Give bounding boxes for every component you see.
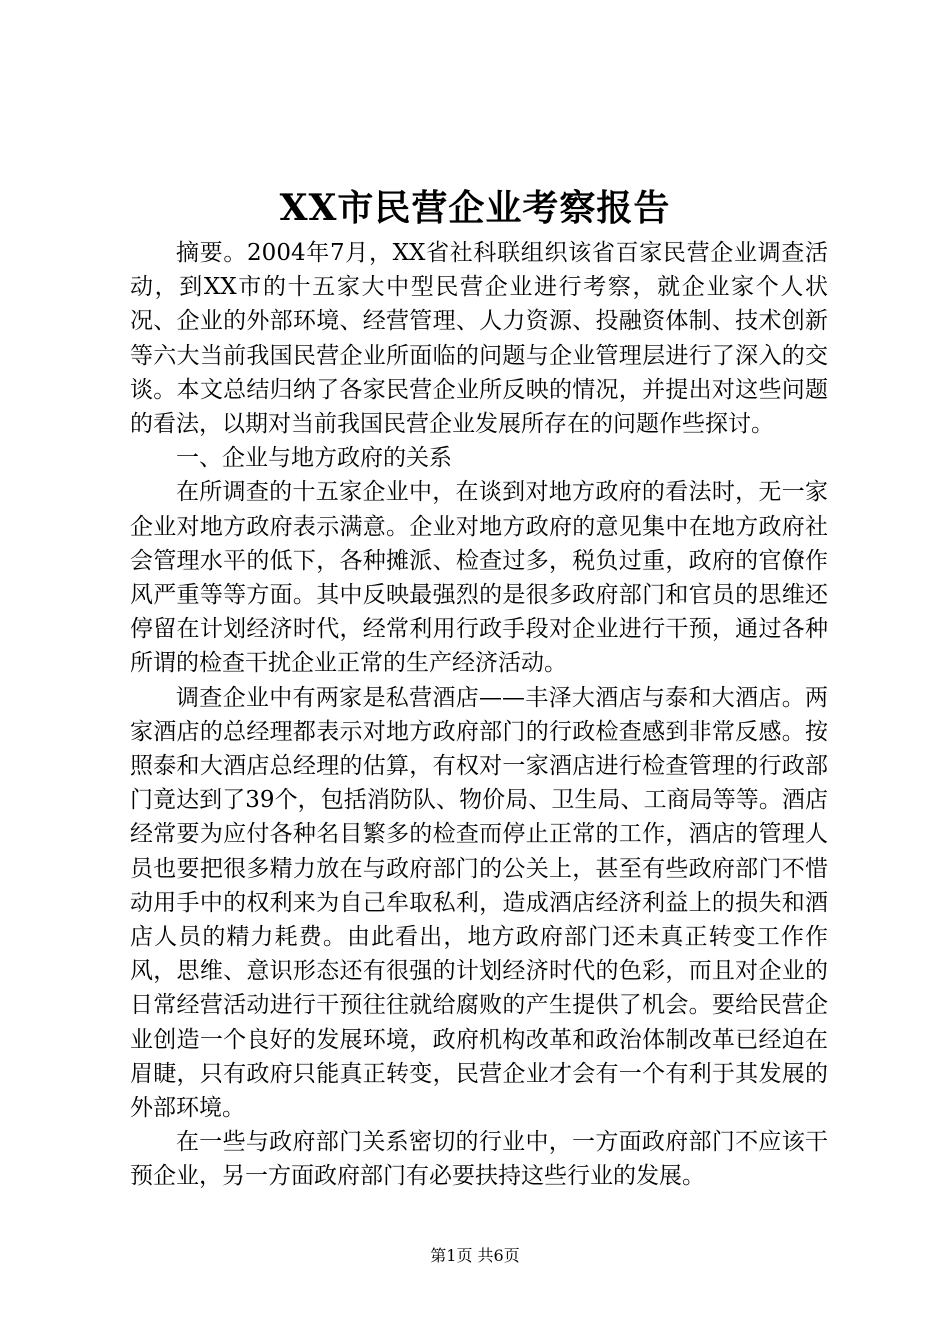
page-footer: 第1页 共6页 (430, 1246, 520, 1265)
body-paragraph: 在一些与政府部门关系密切的行业中，一方面政府部门不应该干预企业，另一方面政府部门有必要扶持这些行业的发展。 (130, 1129, 828, 1190)
document-title: XX市民营企业考察报告 (279, 187, 671, 229)
body-paragraph: 调查企业中有两家是私营酒店——丰泽大酒店与泰和大酒店。两家酒店的总经理都表示对地方政府部门的行政检查感到非常反感。按照泰和大酒店总经理的估算，有权对一家酒店进行检查管理的行政部门竟达到了39个，包括消防队、物价局、卫生局、工商局等等。酒店经常要为应付各种名目繁多的检查而停止正常的工作，酒店的管理人员也要把很多精力放在与政府部门的公关上，甚至有些政府部门不惜动用手中的权利来为自己牟取私利，造成酒店经济利益上的损失和酒店人员的精力耗费。由此看出，地方政府部门还未真正转变工作作风，思维、意识形态还有很强的计划经济时代的色彩，而且对企业的日常经营活动进行干预往往就给腐败的产生提供了机会。要给民营企业创造一个良好的发展环境，政府机构改革和政治体制改革已经迫在眉睫，只有政府只能真正转变，民营企业才会有一个有利于其发展的外部环境。 (130, 684, 828, 1122)
document-body (130, 236, 828, 1194)
body-paragraph: 在所调查的十五家企业中，在谈到对地方政府的看法时，无一家企业对地方政府表示满意。企业对地方政府的意见集中在地方政府社会管理水平的低下，各种摊派、检查过多，税负过重，政府的官僚作风严重等等方面。其中反映最强烈的是很多政府部门和官员的思维还停留在计划经济时代，经常利用行政手段对企业进行干预，通过各种所谓的检查干扰企业正常的生产经济活动。 (130, 479, 828, 677)
abstract-paragraph: 摘要。2004年7月，XX省社科联组织该省百家民营企业调查活动，到XX市的十五家大中型民营企业进行考察，就企业家个人状况、企业的外部环境、经营管理、人力资源、投融资体制、技术创新等六大当前我国民营企业所面临的问题与企业管理层进行了深入的交谈。本文总结归纳了各家民营企业所反映的情况，并提出对这些问题的看法，以期对当前我国民营企业发展所存在的问题作些探讨。 (130, 240, 828, 438)
section-heading: 一、企业与地方政府的关系 (176, 445, 452, 472)
